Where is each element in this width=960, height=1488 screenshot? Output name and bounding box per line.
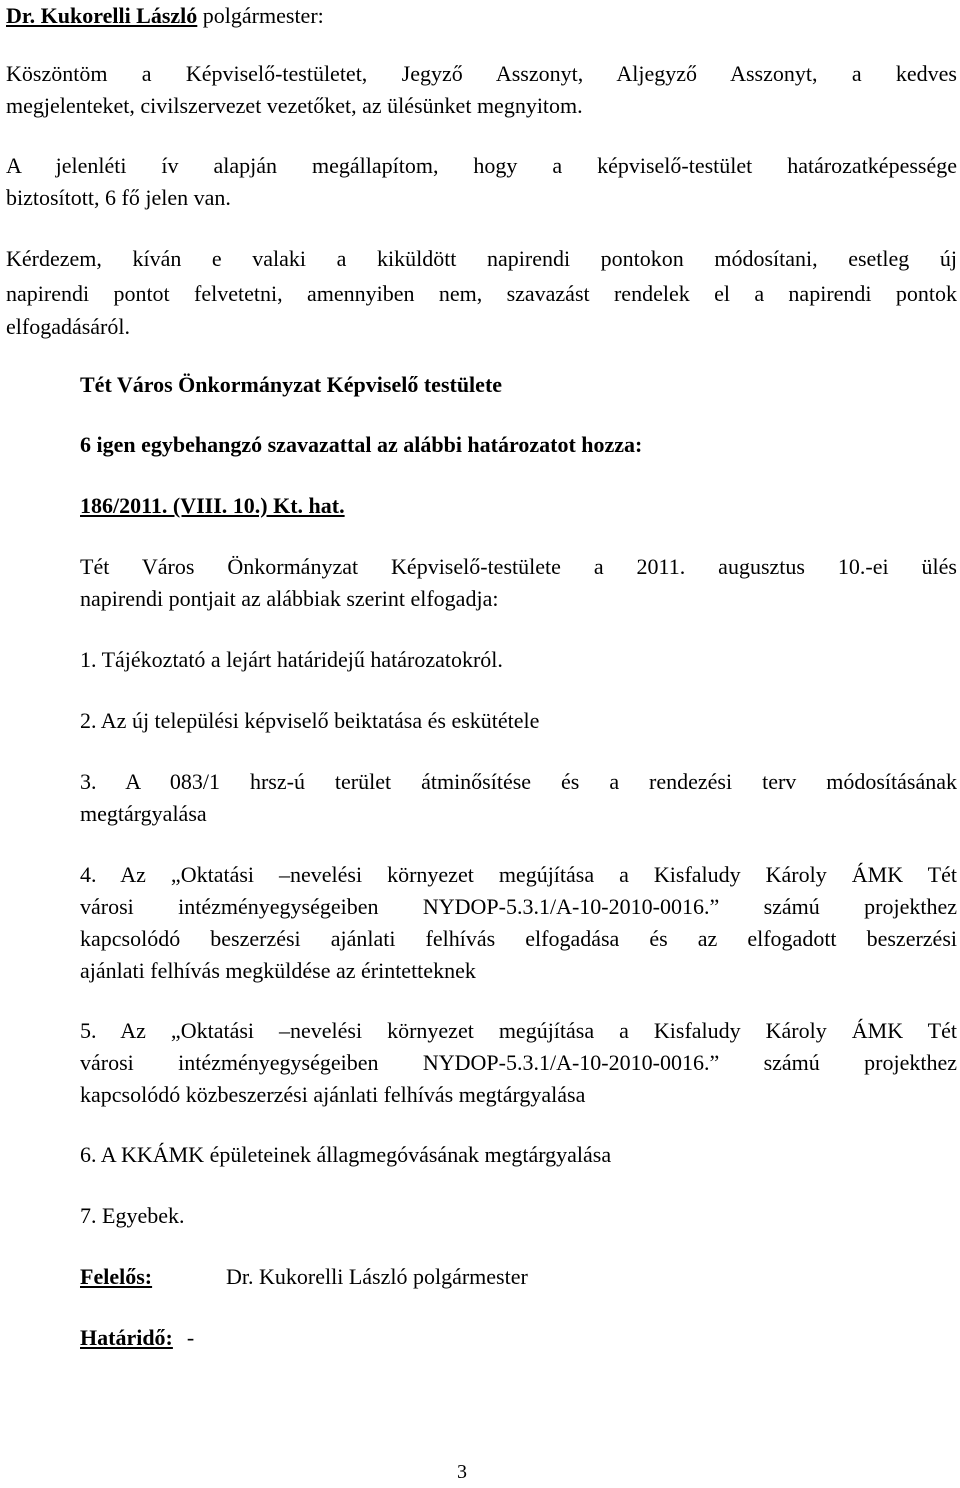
agenda-item-7: 7. Egyebek.: [80, 1203, 185, 1228]
intro-p3-line3: elfogadásáról.: [6, 314, 130, 339]
agenda-item-4-line3: kapcsolódó beszerzési ajánlati felhívás elfogadása és az elfogadott beszerzési: [80, 926, 957, 951]
resolution-body: Tét Város Önkormányzat Képviselő testülete: [80, 372, 503, 397]
agenda-item-2: 2. Az új települési képviselő beiktatása és eskütétele: [80, 708, 540, 733]
intro-p2-line2-wrap: [6, 182, 957, 214]
intro-paragraph-2: [6, 150, 957, 182]
resolution-vote: 6 igen egybehangzó szavazattal az alábbi határozatot hozza:: [80, 432, 643, 457]
agenda-item-5-line2: városi intézményegységeiben NYDOP-5.3.1/A-10-2010-0016.” számú projekthez: [80, 1050, 957, 1075]
responsible-label: Felelős:: [80, 1264, 153, 1289]
agenda-item-3-line1-wrap: [80, 766, 957, 798]
agenda-item-5-line1: 5. Az „Oktatási –nevelési környezet megújítása a Kisfaludy Károly ÁMK Tét: [80, 1018, 957, 1043]
intro-paragraph-1: [6, 58, 957, 90]
agenda-item-5-line1-wrap: [80, 1015, 957, 1047]
intro-p3-line1: Kérdezem, kíván e valaki a kiküldött napirendi pontokon módosítani, esetleg új: [6, 246, 957, 271]
intro-paragraph-3: [6, 243, 957, 275]
agenda-item-1: 1. Tájékoztató a lejárt határidejű határozatokról.: [80, 647, 503, 672]
responsible-line: [80, 1261, 957, 1293]
resolution-text-line2-wrap: [80, 583, 957, 615]
intro-p1-line2-wrap: [6, 90, 957, 122]
intro-p3-line2: napirendi pontot felvetetni, amennyiben nem, szavazást rendelek el a napirendi pontok: [6, 281, 957, 306]
deadline-label: Határidő:: [80, 1325, 173, 1350]
responsible-value: Dr. Kukorelli László polgármester: [226, 1264, 528, 1289]
agenda-item-4-line1: 4. Az „Oktatási –nevelési környezet megújítása a Kisfaludy Károly ÁMK Tét: [80, 862, 957, 887]
intro-p3-line3-wrap: [6, 311, 957, 343]
speaker-name: Dr. Kukorelli László: [6, 3, 198, 28]
agenda-item-4-line1-wrap: [80, 859, 957, 891]
intro-p1-line2: megjelenteket, civilszervezet vezetőket, az ülésünket megnyitom.: [6, 93, 583, 118]
speaker-role: polgármester:: [197, 3, 324, 28]
speaker-line: [6, 0, 957, 32]
resolution-number: 186/2011. (VIII. 10.) Kt. hat.: [80, 493, 345, 518]
agenda-item-4-line3-wrap: [80, 923, 957, 955]
agenda-item-3-line1: 3. A 083/1 hrsz-ú terület átminősítése és a rendezési terv módosításának: [80, 769, 957, 794]
deadline-line: [80, 1322, 957, 1354]
agenda-item-4-line2: városi intézményegységeiben NYDOP-5.3.1/A-10-2010-0016.” számú projekthez: [80, 894, 957, 919]
resolution-text-line1-wrap: [80, 551, 957, 583]
page-number: 3: [457, 1461, 467, 1483]
agenda-item-6: 6. A KKÁMK épületeinek állagmegóvásának megtárgyalása: [80, 1142, 612, 1167]
resolution-text-line1: Tét Város Önkormányzat Képviselő-testülete a 2011. augusztus 10.-ei ülés: [80, 554, 957, 579]
intro-p2-line1: A jelenléti ív alapján megállapítom, hogy a képviselő-testület határozatképessége: [6, 153, 957, 178]
agenda-item-3-line2: megtárgyalása: [80, 801, 207, 826]
deadline-value: -: [186, 1325, 195, 1350]
resolution-text-line2: napirendi pontjait az alábbiak szerint elfogadja:: [80, 586, 499, 611]
intro-p2-line2: biztosított, 6 fő jelen van.: [6, 185, 231, 210]
agenda-item-5-line2-wrap: [80, 1047, 957, 1079]
agenda-item-4-line4: ajánlati felhívás megküldése az érintetteknek: [80, 958, 476, 983]
agenda-item-4-line2-wrap: [80, 891, 957, 923]
intro-p1-line1: Köszöntöm a Képviselő-testületet, Jegyző Asszonyt, Aljegyző Asszonyt, a kedves: [6, 61, 957, 86]
agenda-item-5-line3: kapcsolódó közbeszerzési ajánlati felhívás megtárgyalása: [80, 1082, 586, 1107]
intro-p3-line2-wrap: [6, 278, 957, 310]
resolution-number-wrap: [80, 490, 957, 522]
